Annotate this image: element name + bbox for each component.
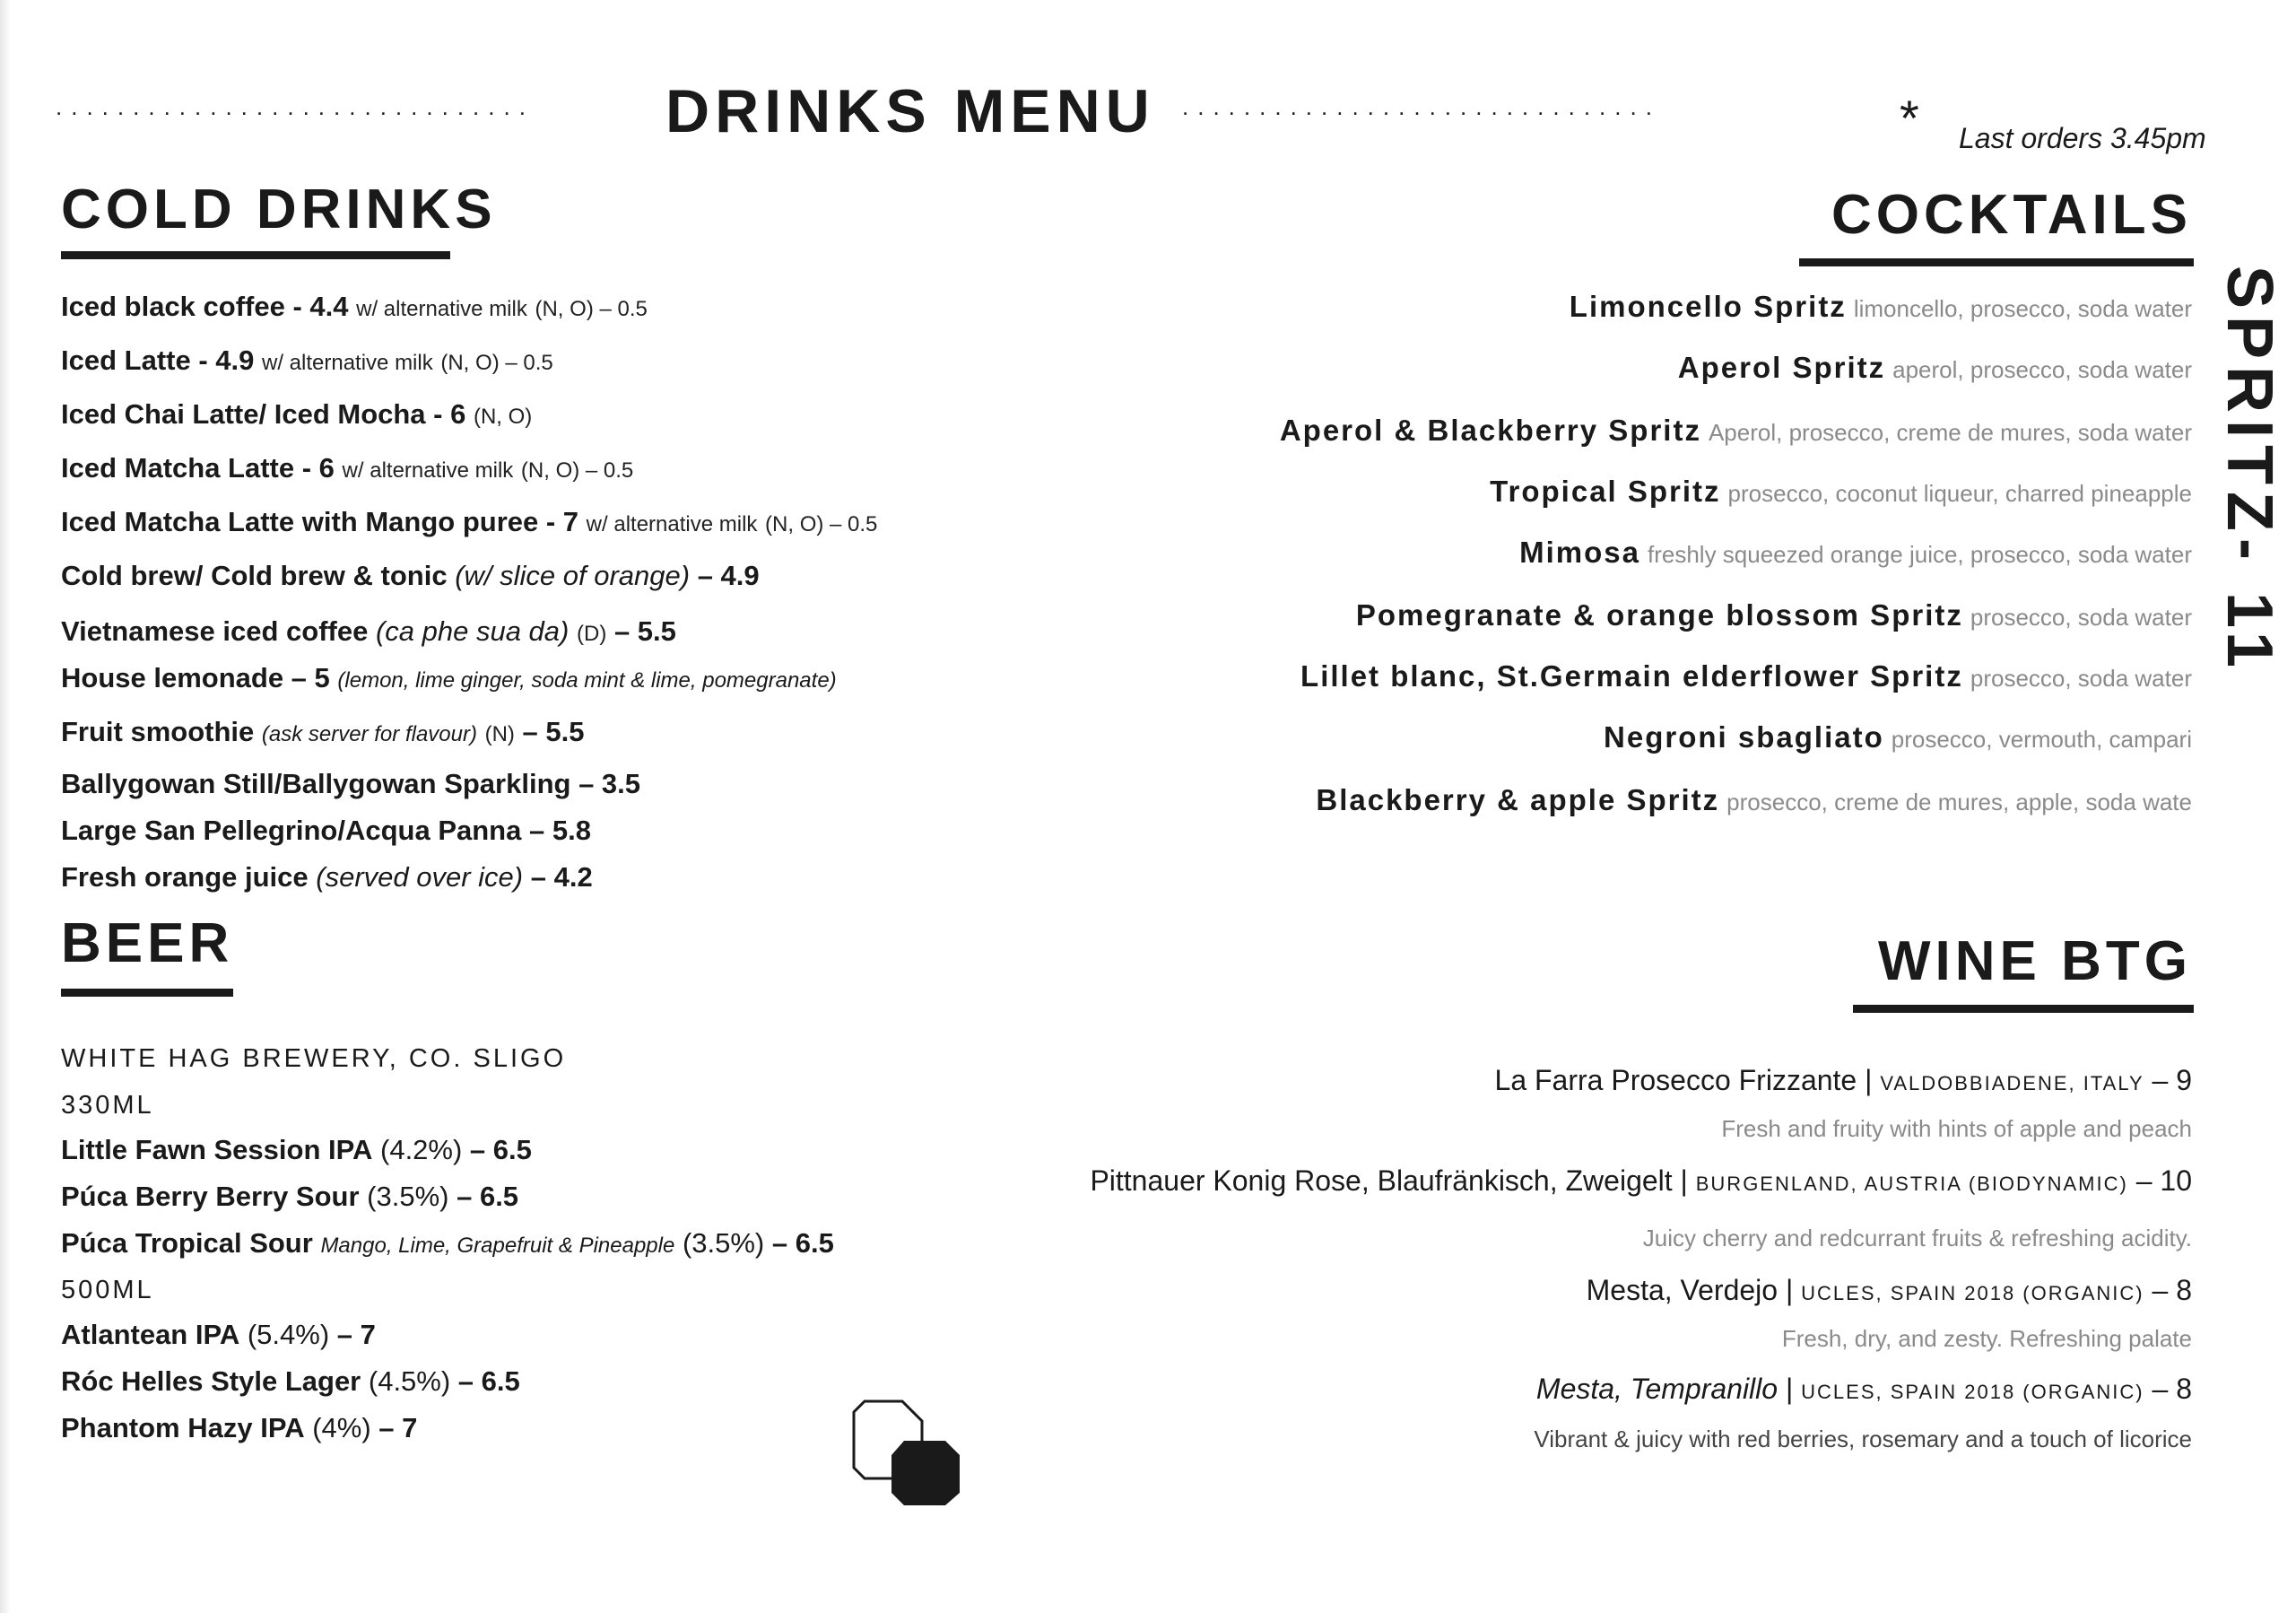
- page-title: DRINKS MENU: [665, 77, 1155, 145]
- beer-underline: [61, 989, 233, 997]
- cocktails-underline: [1799, 258, 2194, 266]
- list-item: Iced Latte - 4.9 w/ alternative milk (N, O) – 0.5: [61, 344, 553, 376]
- dotted-leader-right: ...............................: [1182, 93, 1661, 120]
- wine-description: Juicy cherry and redcurrant fruits & refreshing acidity.: [1642, 1225, 2192, 1251]
- last-orders-note: Last orders 3.45pm: [1959, 122, 2206, 154]
- list-item: Little Fawn Session IPA (4.2%) – 6.5: [61, 1134, 532, 1165]
- list-item: Mesta, Verdejo | UCLES, SPAIN 2018 (ORGANIC) – 8: [1586, 1274, 2192, 1306]
- cold-drinks-underline: [61, 251, 450, 259]
- brewery-label: WHITE HAG BREWERY, CO. SLIGO: [61, 1044, 567, 1073]
- dotted-leader-left: ...............................: [56, 93, 535, 120]
- wine-description: Vibrant & juicy with red berries, rosemary and a touch of licorice: [1534, 1426, 2192, 1452]
- list-item: Iced Matcha Latte with Mango puree - 7 w/ alternative milk (N, O) – 0.5: [61, 506, 878, 537]
- wine-heading: WINE BTG: [1878, 930, 2192, 992]
- size-label-500: 500ML: [61, 1276, 154, 1304]
- cocktails-heading: COCKTAILS: [1831, 184, 2192, 246]
- list-item: Mimosa freshly squeezed orange juice, prosecco, soda water: [1519, 536, 2192, 569]
- wine-description: Fresh, dry, and zesty. Refreshing palate: [1781, 1325, 2192, 1352]
- wine-description: Fresh and fruity with hints of apple and peach: [1721, 1115, 2192, 1142]
- list-item: Iced Chai Latte/ Iced Mocha - 6 (N, O): [61, 398, 533, 430]
- list-item: Atlantean IPA (5.4%) – 7: [61, 1319, 376, 1350]
- list-item: Tropical Spritz prosecco, coconut liqueur, charred pineapple: [1490, 475, 2192, 508]
- octagon-logo-icon: [852, 1399, 961, 1507]
- page-edge-shadow: [0, 0, 11, 1613]
- list-item: House lemonade – 5 (lemon, lime ginger, soda mint & lime, pomegranate): [61, 662, 837, 693]
- list-item: Iced black coffee - 4.4 w/ alternative milk (N, O) – 0.5: [61, 291, 648, 322]
- list-item: Pittnauer Konig Rose, Blaufränkisch, Zweigelt | BURGENLAND, AUSTRIA (BIODYNAMIC) – 10: [1090, 1164, 2192, 1197]
- list-item: Mesta, Tempranillo | UCLES, SPAIN 2018 (ORGANIC) – 8: [1535, 1373, 2192, 1405]
- list-item: Aperol & Blackberry Spritz Aperol, prosecco, creme de mures, soda water: [1279, 414, 2192, 447]
- cold-drinks-heading: COLD DRINKS: [61, 179, 497, 240]
- list-item: Púca Tropical Sour Mango, Lime, Grapefruit & Pineapple (3.5%) – 6.5: [61, 1227, 834, 1259]
- list-item: Pomegranate & orange blossom Spritz prosecco, soda water: [1355, 598, 2192, 632]
- beer-heading: BEER: [61, 912, 234, 974]
- list-item: Cold brew/ Cold brew & tonic (w/ slice of orange) – 4.9: [61, 560, 760, 591]
- size-label-330: 330ML: [61, 1091, 154, 1120]
- list-item: Lillet blanc, St.Germain elderflower Spritz prosecco, soda water: [1300, 659, 2192, 693]
- list-item: Ballygowan Still/Ballygowan Sparkling – 3.5: [61, 768, 641, 799]
- list-item: Fresh orange juice (served over ice) – 4.2: [61, 861, 593, 893]
- list-item: La Farra Prosecco Frizzante | VALDOBBIADENE, ITALY – 9: [1494, 1064, 2192, 1096]
- wine-underline: [1853, 1005, 2194, 1013]
- list-item: Phantom Hazy IPA (4%) – 7: [61, 1412, 418, 1443]
- spritz-price-label: SPRITZ- 11: [2213, 266, 2285, 676]
- list-item: Blackberry & apple Spritz prosecco, creme de mures, apple, soda wate: [1316, 783, 2192, 816]
- list-item: Fruit smoothie (ask server for flavour) (N) – 5.5: [61, 716, 585, 747]
- list-item: Negroni sbagliato prosecco, vermouth, campari: [1604, 720, 2192, 754]
- asterisk-icon: *: [1900, 90, 1919, 146]
- list-item: Large San Pellegrino/Acqua Panna – 5.8: [61, 815, 591, 846]
- list-item: Róc Helles Style Lager (4.5%) – 6.5: [61, 1365, 520, 1397]
- list-item: Vietnamese iced coffee (ca phe sua da) (D) – 5.5: [61, 615, 676, 647]
- list-item: Púca Berry Berry Sour (3.5%) – 6.5: [61, 1181, 519, 1212]
- list-item: Aperol Spritz aperol, prosecco, soda water: [1677, 351, 2192, 384]
- list-item: Limoncello Spritz limoncello, prosecco, soda water: [1569, 290, 2192, 323]
- list-item: Iced Matcha Latte - 6 w/ alternative milk (N, O) – 0.5: [61, 452, 634, 484]
